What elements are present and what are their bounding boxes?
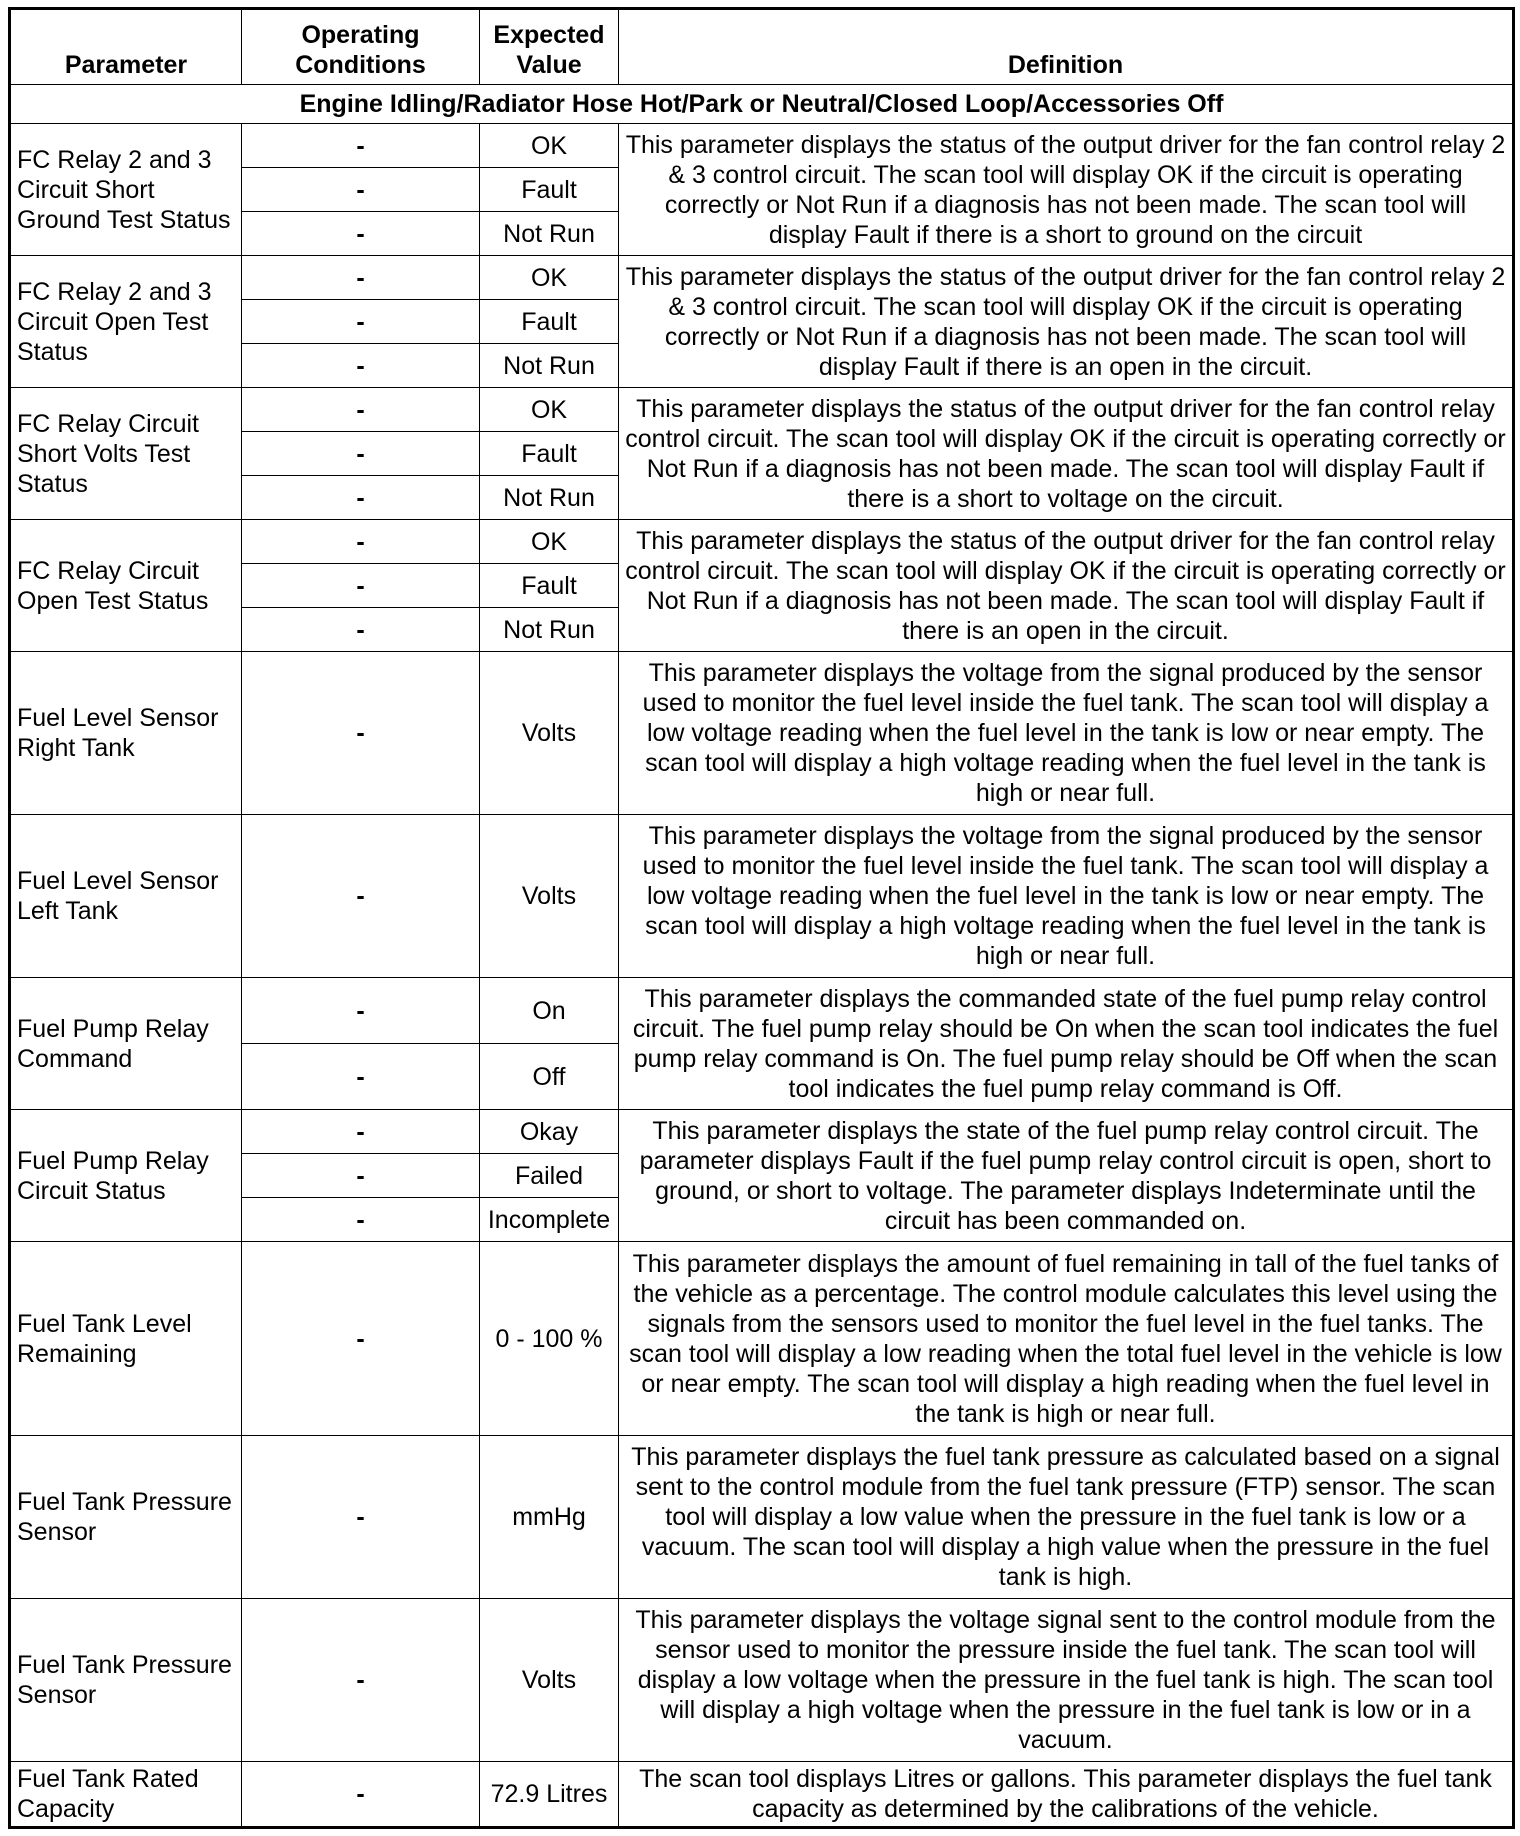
operating-cell: - xyxy=(242,124,480,168)
definition-cell: The scan tool displays Litres or gallons. This parameter displays the fuel tank capacity as determined by the calibrations of the vehicle. xyxy=(619,1761,1514,1827)
table-row xyxy=(10,652,1514,815)
expected-cell: Not Run xyxy=(480,212,619,256)
definition-cell: This parameter displays the status of the output driver for the fan control relay control circuit. The scan tool will display OK if the circuit is operating correctly or Not Run if a diagnosis has not been made. The scan tool will display Fault if there is a short to voltage on the circuit. xyxy=(619,388,1514,520)
operating-cell: - xyxy=(242,1154,480,1198)
operating-cell: - xyxy=(242,1761,480,1827)
parameter-cell: FC Relay 2 and 3 Circuit Open Test Status xyxy=(10,256,242,388)
table-row xyxy=(10,520,1514,564)
expected-cell: Okay xyxy=(480,1110,619,1154)
operating-cell: - xyxy=(242,815,480,978)
operating-cell: - xyxy=(242,476,480,520)
definition-cell: This parameter displays the state of the fuel pump relay control circuit. The parameter displays Fault if the fuel pump relay control circuit is open, short to ground, or short to voltage. The parameter displays Indeterminate until the circuit has been commanded on. xyxy=(619,1110,1514,1242)
table-row xyxy=(10,815,1514,978)
expected-cell: Fault xyxy=(480,432,619,476)
table-row xyxy=(10,1435,1514,1598)
expected-cell: OK xyxy=(480,124,619,168)
expected-cell: Incomplete xyxy=(480,1198,619,1242)
header-definition: Definition xyxy=(619,9,1514,85)
operating-cell: - xyxy=(242,1598,480,1761)
expected-cell: Volts xyxy=(480,1598,619,1761)
parameter-cell: Fuel Level Sensor Right Tank xyxy=(10,652,242,815)
operating-cell: - xyxy=(242,1242,480,1435)
parameter-cell: Fuel Pump Relay Circuit Status xyxy=(10,1110,242,1242)
parameter-cell: Fuel Tank Pressure Sensor xyxy=(10,1435,242,1598)
expected-cell: OK xyxy=(480,388,619,432)
operating-cell: - xyxy=(242,212,480,256)
operating-cell: - xyxy=(242,388,480,432)
table-row xyxy=(10,124,1514,168)
expected-cell: Fault xyxy=(480,564,619,608)
expected-cell: Volts xyxy=(480,815,619,978)
operating-cell: - xyxy=(242,168,480,212)
parameter-cell: Fuel Pump Relay Command xyxy=(10,978,242,1110)
expected-cell: Volts xyxy=(480,652,619,815)
definition-cell: This parameter displays the fuel tank pressure as calculated based on a signal sent to the control module from the fuel tank pressure (FTP) sensor. The scan tool will display a low value when the pressure in the fuel tank is low or a vacuum. The scan tool will display a high value when the pressure in the fuel tank is high. xyxy=(619,1435,1514,1598)
expected-cell: 0 - 100 % xyxy=(480,1242,619,1435)
parameter-cell: Fuel Tank Pressure Sensor xyxy=(10,1598,242,1761)
operating-cell: - xyxy=(242,1198,480,1242)
expected-cell: OK xyxy=(480,256,619,300)
table-row xyxy=(10,388,1514,432)
parameter-cell: FC Relay 2 and 3 Circuit Short Ground Test Status xyxy=(10,124,242,256)
operating-cell: - xyxy=(242,300,480,344)
header-operating-conditions: Operating Conditions xyxy=(242,9,480,85)
definition-cell: This parameter displays the voltage from the signal produced by the sensor used to monitor the fuel level inside the fuel tank. The scan tool will display a low voltage reading when the fuel level in the tank is low or near empty. The scan tool will display a high voltage reading when the fuel level in the tank is high or near full. xyxy=(619,815,1514,978)
definition-cell: This parameter displays the status of the output driver for the fan control relay 2 & 3 control circuit. The scan tool will display OK if the circuit is operating correctly or Not Run if a diagnosis has not been made. The scan tool will display Fault if there is an open in the circuit. xyxy=(619,256,1514,388)
operating-cell: - xyxy=(242,608,480,652)
parameter-cell: Fuel Tank Level Remaining xyxy=(10,1242,242,1435)
table-row xyxy=(10,1242,1514,1435)
definition-cell: This parameter displays the commanded state of the fuel pump relay control circuit. The fuel pump relay should be On when the scan tool indicates the fuel pump relay command is On. The fuel pump relay should be Off when the scan tool indicates the fuel pump relay command is Off. xyxy=(619,978,1514,1110)
operating-cell: - xyxy=(242,1044,480,1110)
expected-cell: mmHg xyxy=(480,1435,619,1598)
operating-cell: - xyxy=(242,344,480,388)
parameter-cell: FC Relay Circuit Open Test Status xyxy=(10,520,242,652)
definition-cell: This parameter displays the status of the output driver for the fan control relay 2 & 3 control circuit. The scan tool will display OK if the circuit is operating correctly or Not Run if a diagnosis has not been made. The scan tool will display Fault if there is a short to ground on the circuit xyxy=(619,124,1514,256)
expected-cell: Not Run xyxy=(480,476,619,520)
expected-cell: Failed xyxy=(480,1154,619,1198)
table-row xyxy=(10,978,1514,1044)
parameter-cell: FC Relay Circuit Short Volts Test Status xyxy=(10,388,242,520)
operating-cell: - xyxy=(242,1435,480,1598)
table-row xyxy=(10,1110,1514,1154)
header-expected-value: Expected Value xyxy=(480,9,619,85)
operating-cell: - xyxy=(242,564,480,608)
table-row xyxy=(10,256,1514,300)
operating-cell: - xyxy=(242,256,480,300)
definition-cell: This parameter displays the voltage from the signal produced by the sensor used to monitor the fuel level inside the fuel tank. The scan tool will display a low voltage reading when the fuel level in the tank is low or near empty. The scan tool will display a high voltage reading when the fuel level in the tank is high or near full. xyxy=(619,652,1514,815)
expected-cell: Off xyxy=(480,1044,619,1110)
header-row xyxy=(10,9,1514,85)
expected-cell: 72.9 Litres xyxy=(480,1761,619,1827)
expected-cell: Not Run xyxy=(480,344,619,388)
table-row xyxy=(10,1598,1514,1761)
expected-cell: Not Run xyxy=(480,608,619,652)
definition-cell: This parameter displays the status of the output driver for the fan control relay control circuit. The scan tool will display OK if the circuit is operating correctly or Not Run if a diagnosis has not been made. The scan tool will display Fault if there is an open in the circuit. xyxy=(619,520,1514,652)
table-row xyxy=(10,1761,1514,1827)
definition-cell: This parameter displays the voltage signal sent to the control module from the sensor used to monitor the pressure inside the fuel tank. The scan tool will display a low voltage when the pressure in the fuel tank is high. The scan tool will display a high voltage when the pressure in the fuel tank is low or in a vacuum. xyxy=(619,1598,1514,1761)
parameter-cell: Fuel Level Sensor Left Tank xyxy=(10,815,242,978)
expected-cell: OK xyxy=(480,520,619,564)
expected-cell: Fault xyxy=(480,168,619,212)
expected-cell: On xyxy=(480,978,619,1044)
parameter-table xyxy=(8,7,1515,1829)
operating-cell: - xyxy=(242,652,480,815)
operating-cell: - xyxy=(242,432,480,476)
operating-cell: - xyxy=(242,520,480,564)
conditions-cell: Engine Idling/Radiator Hose Hot/Park or Neutral/Closed Loop/Accessories Off xyxy=(10,85,1514,124)
conditions-row xyxy=(10,85,1514,124)
definition-cell: This parameter displays the amount of fuel remaining in tall of the fuel tanks of the vehicle as a percentage. The control module calculates this level using the signals from the sensors used to monitor the fuel level in the fuel tanks. The scan tool will display a low reading when the total fuel level in the vehicle is low or near empty. The scan tool will display a high reading when the fuel level in the tank is high or near full. xyxy=(619,1242,1514,1435)
operating-cell: - xyxy=(242,978,480,1044)
header-parameter: Parameter xyxy=(10,9,242,85)
parameter-cell: Fuel Tank Rated Capacity xyxy=(10,1761,242,1827)
expected-cell: Fault xyxy=(480,300,619,344)
operating-cell: - xyxy=(242,1110,480,1154)
